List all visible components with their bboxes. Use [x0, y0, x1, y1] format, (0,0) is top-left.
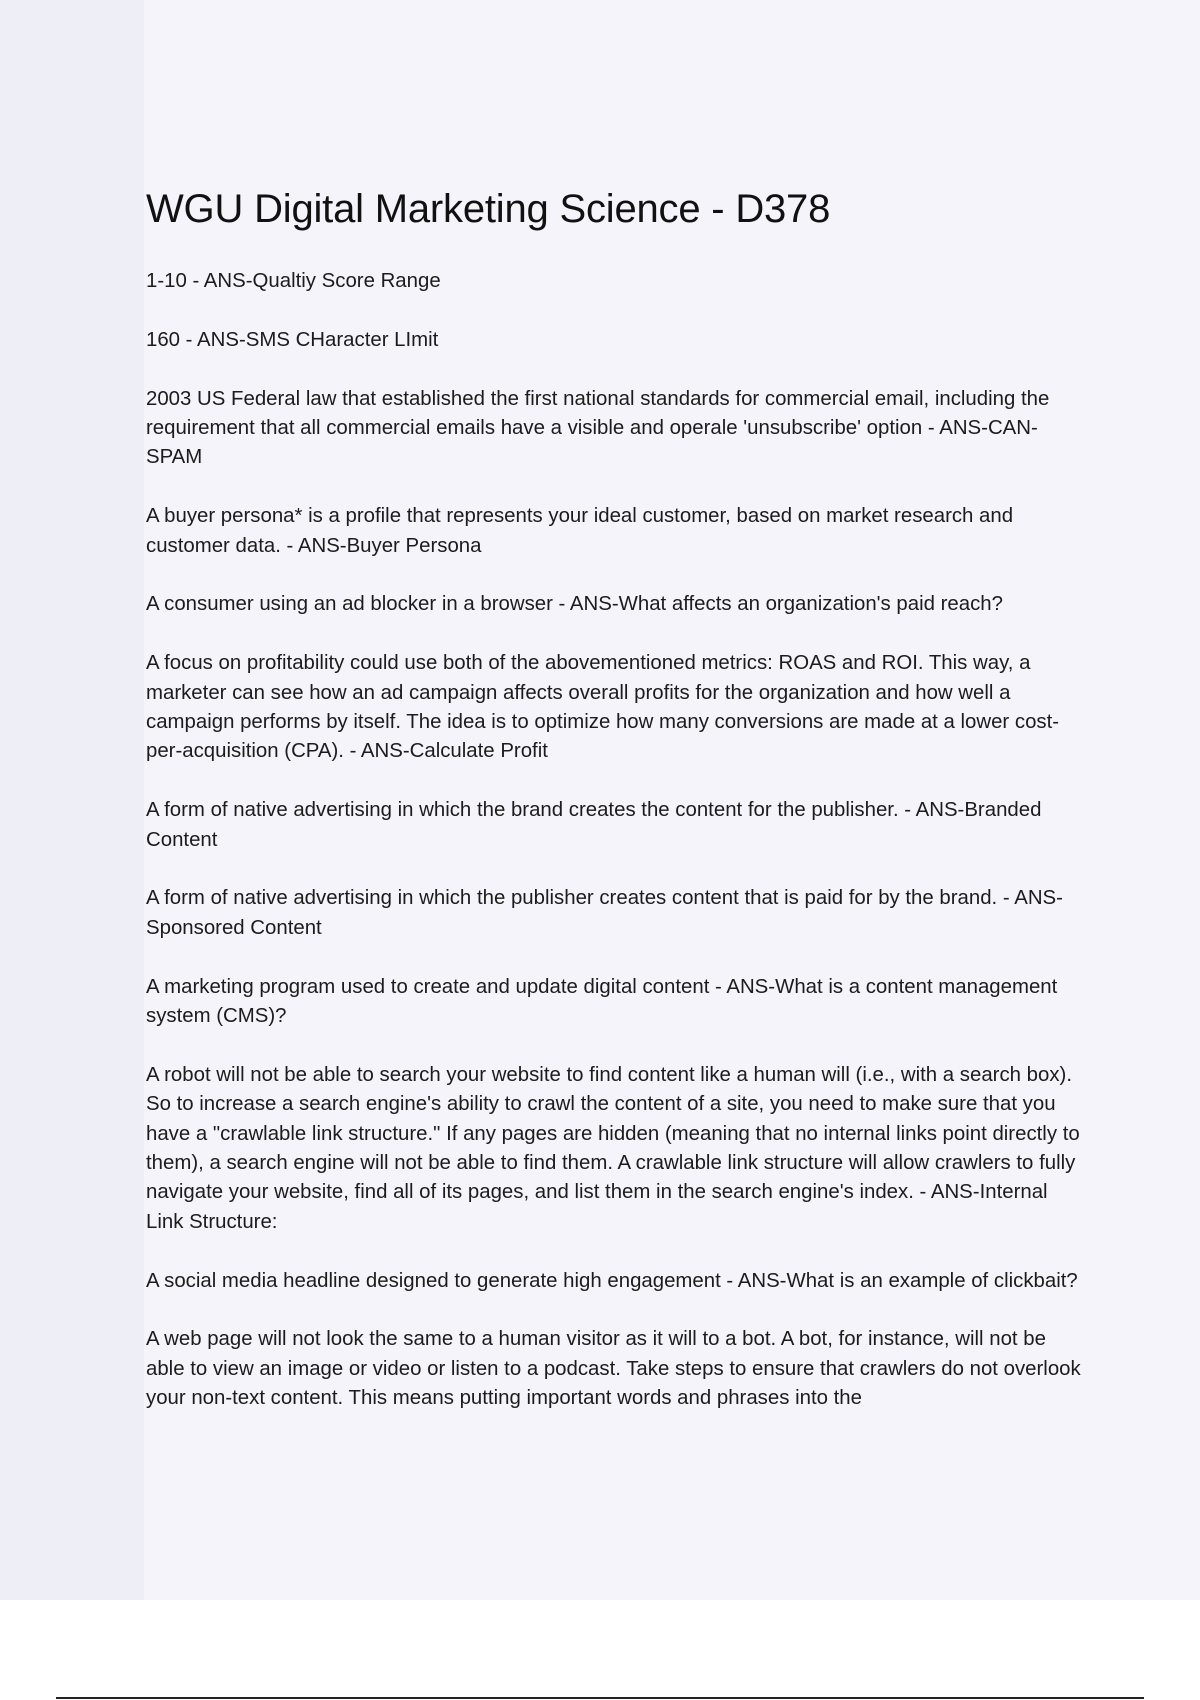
qa-entry: 2003 US Federal law that established the first national standards for commercial email, including the requirement that all commercial emails have a visible and operale 'unsubscribe' option - ANS-CAN-SPAM	[146, 387, 1050, 469]
qa-entry: A consumer using an ad blocker in a browser - ANS-What affects an organization's paid reach?	[146, 593, 1003, 616]
qa-entry: A social media headline designed to generate high engagement - ANS-What is an example of clickbait?	[146, 1269, 1078, 1292]
qa-entry: A marketing program used to create and update digital content - ANS-What is a content management system (CMS)?	[146, 975, 1058, 1028]
qa-entry: A form of native advertising in which the publisher creates content that is paid for by the brand. - ANS-Sponsored Content	[146, 887, 1063, 939]
document-body	[146, 185, 1086, 1443]
qa-entry: A robot will not be able to search your website to find content like a human will (i.e., with a search box). So to increase a search engine's ability to crawl the content of a site, you need to make sure that you have a "crawlable link structure." If any pages are hidden (meaning that no internal links point directly to them), a search engine will not be able to find them. A crawlable link structure will allow crawlers to fully navigate your website, find all of its pages, and list them in the search engine's index. - ANS-Internal Link Structure:	[146, 1063, 1080, 1233]
page-margin-band	[0, 0, 144, 1600]
page-bottom-divider	[56, 1697, 1144, 1699]
qa-entry: 1-10 - ANS-Qualtiy Score Range	[146, 270, 441, 292]
qa-entry: 160 - ANS-SMS CHaracter LImit	[146, 328, 439, 351]
qa-entry: A buyer persona* is a profile that represents your ideal customer, based on market research and customer data. - ANS-Buyer Persona	[146, 505, 1014, 557]
qa-entry: A focus on profitability could use both of the abovementioned metrics: ROAS and ROI. This way, a marketer can see how an ad campaign affects overall profits for the organization and how well a campaign performs by itself. The idea is to optimize how many conversions are made at a lower cost-per-acquisition (CPA). - ANS-Calculate Profit	[146, 652, 1060, 763]
qa-entry: A web page will not look the same to a human visitor as it will to a bot. A bot, for instance, will not be able to view an image or video or listen to a podcast. Take steps to ensure that crawlers do not overlook your non-text content. This means putting important words and phrases into the	[146, 1328, 1081, 1410]
document-title: WGU Digital Marketing Science - D378	[146, 187, 831, 231]
qa-entry: A form of native advertising in which the brand creates the content for the publisher. - ANS-Branded Content	[146, 799, 1042, 851]
